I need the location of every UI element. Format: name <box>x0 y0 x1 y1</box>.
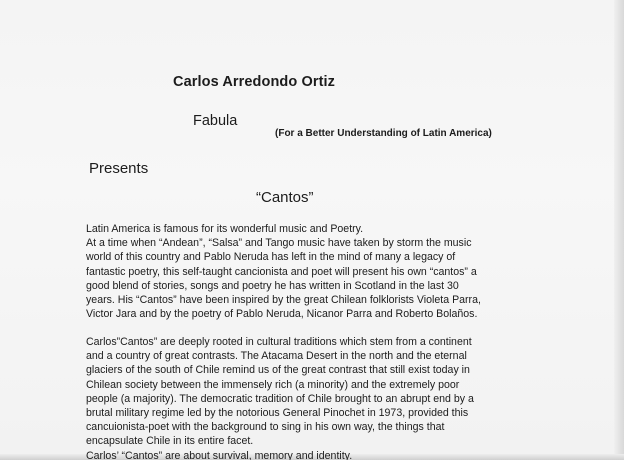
closing-line-prefix: Carlos’ “Cantos” are about <box>86 449 210 460</box>
paragraph-line: fantastic poetry, this self-taught cancionista and poet will present his own “cantos” a <box>86 265 477 278</box>
paragraph-line: good blend of stories, songs and poetry he has written in Scotland in the last 30 <box>86 279 459 292</box>
paragraph-line: world of this country and Pablo Neruda has left in the mind of many a legacy of <box>86 251 456 264</box>
closing-line <box>86 449 531 460</box>
company-tagline: (For a Better Understanding of Latin America) <box>275 128 492 139</box>
paragraph-line: Chilean society between the immensely rich (a minority) and the extremely poor <box>86 378 460 391</box>
paragraph-line: brutal military regime led by the notorious General Pinochet in 1973, provided this <box>86 407 469 420</box>
paragraph-intro <box>86 222 531 321</box>
paragraph-line: people (a majority). The democratic tradition of Chile brought to an abrupt end by a <box>86 392 474 405</box>
paragraph-line: Carlos”Cantos” are deeply rooted in cultural traditions which stem from a continent <box>86 336 472 348</box>
show-title: “Cantos” <box>256 189 314 206</box>
closing-line-emphasis: survival, memory and identity. <box>209 449 353 460</box>
paragraph-line: encapsulate Chile in its entire facet. <box>86 435 254 448</box>
paragraph-line: and a country of great contrasts. The Atacama Desert in the north and the eternal <box>86 350 467 363</box>
paragraph-line: glaciers of the south of Chile remind us of the great contrast that still exist today in <box>86 364 470 377</box>
presents-heading: Presents <box>89 160 149 177</box>
author-name: Carlos Arredondo Ortiz <box>173 74 335 90</box>
paragraph-traditions <box>86 335 531 460</box>
paragraph-line: At a time when “Andean”, “Salsa” and Tango music have taken by storm the music <box>86 237 472 250</box>
paragraph-line: Latin America is famous for its wonderful music and Poetry. <box>86 223 364 235</box>
paragraph-line: years. His “Cantos” have been inspired by the great Chilean folklorists Violeta Parra, <box>86 294 481 307</box>
paragraph-line: Victor Jara and by the poetry of Pablo Neruda, Nicanor Parra and Roberto Bolaños. <box>86 308 478 321</box>
company-name: Fabula <box>193 113 238 129</box>
paragraph-line: cancuionista-poet with the background to sing in his own way, the things that <box>86 421 445 434</box>
page-edge-shadow-right <box>614 0 624 460</box>
